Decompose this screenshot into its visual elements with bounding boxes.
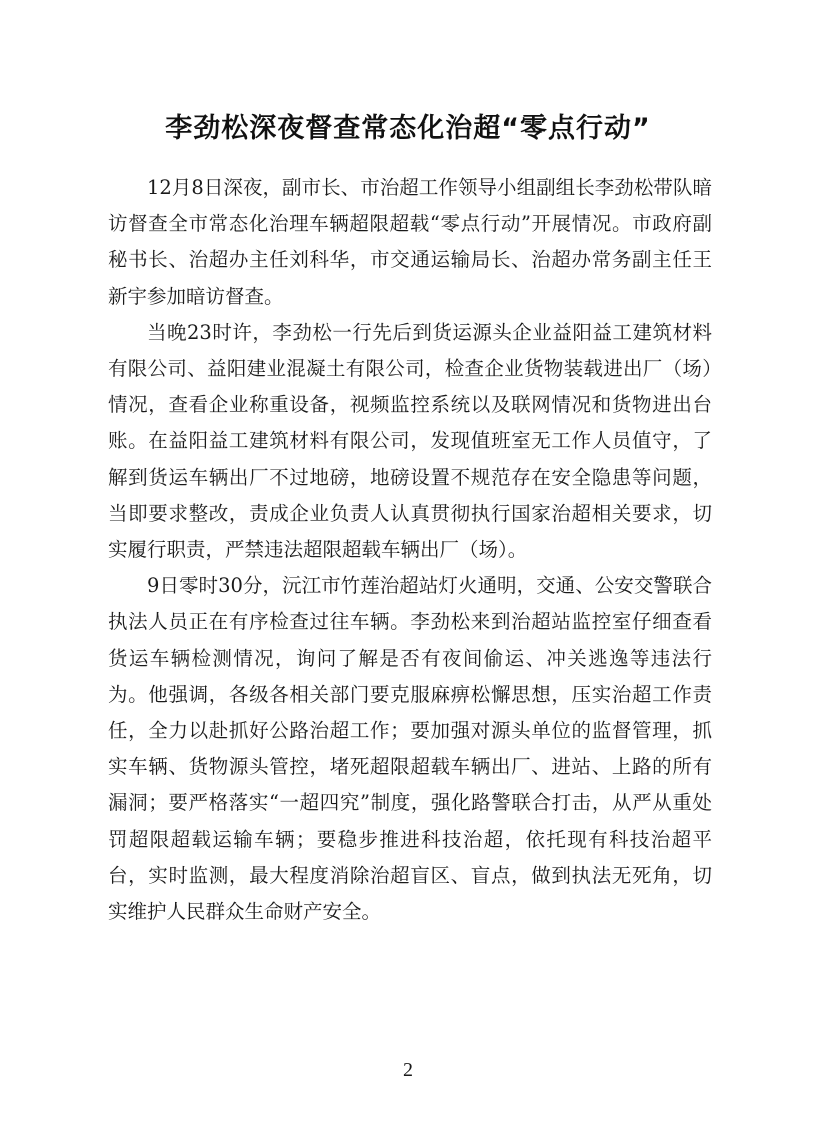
document-title: 李劲松深夜督查常态化治超“零点行动” xyxy=(165,113,651,144)
page-number: 2 xyxy=(403,1059,413,1081)
paragraph-3: 9日零时30分，沅江市竹莲治超站灯火通明，交通、公安交警联合执法人员正在有序检查过往车辆。李劲松来到治超站监控室仔细查看货运车辆检测情况，询问了解是否有夜间偷运、冲关逃逸等违法行为。他强调，各级各相关部门要克服麻痹松懈思想，压实治超工作责任，全力以赴抓好公路治超工作；要加强对源头单位的监督管理，抓实车辆、货物源头管控，堵死超限超载车辆出厂、进站、上路的所有漏洞；要严格落实“一超四究”制度，强化路警联合打击，从严从重处罚超限超载运输车辆；要稳步推进科技治超，依托现有科技治超平台，实时监测，最大程度消除治超盲区、盲点，做到执法无死角，切实维护人民群众生命财产安全。 xyxy=(108,574,712,924)
document-body xyxy=(108,170,712,930)
paragraph-1: 12月8日深夜，副市长、市治超工作领导小组副组长李劲松带队暗访督查全市常态化治理车辆超限超载“零点行动”开展情况。市政府副秘书长、治超办主任刘科华，市交通运输局长、治超办常务副主任王新宇参加暗访督查。 xyxy=(108,176,712,308)
paragraph-2: 当晚23时许，李劲松一行先后到货运源头企业益阳益工建筑材料有限公司、益阳建业混凝土有限公司，检查企业货物装载进出厂（场）情况，查看企业称重设备，视频监控系统以及联网情况和货物进出台账。在益阳益工建筑材料有限公司，发现值班室无工作人员值守，了解到货运车辆出厂不过地磅，地磅设置不规范存在安全隐患等问题，当即要求整改，责成企业负责人认真贯彻执行国家治超相关要求，切实履行职责，严禁违法超限超载车辆出厂（场）。 xyxy=(108,320,712,562)
